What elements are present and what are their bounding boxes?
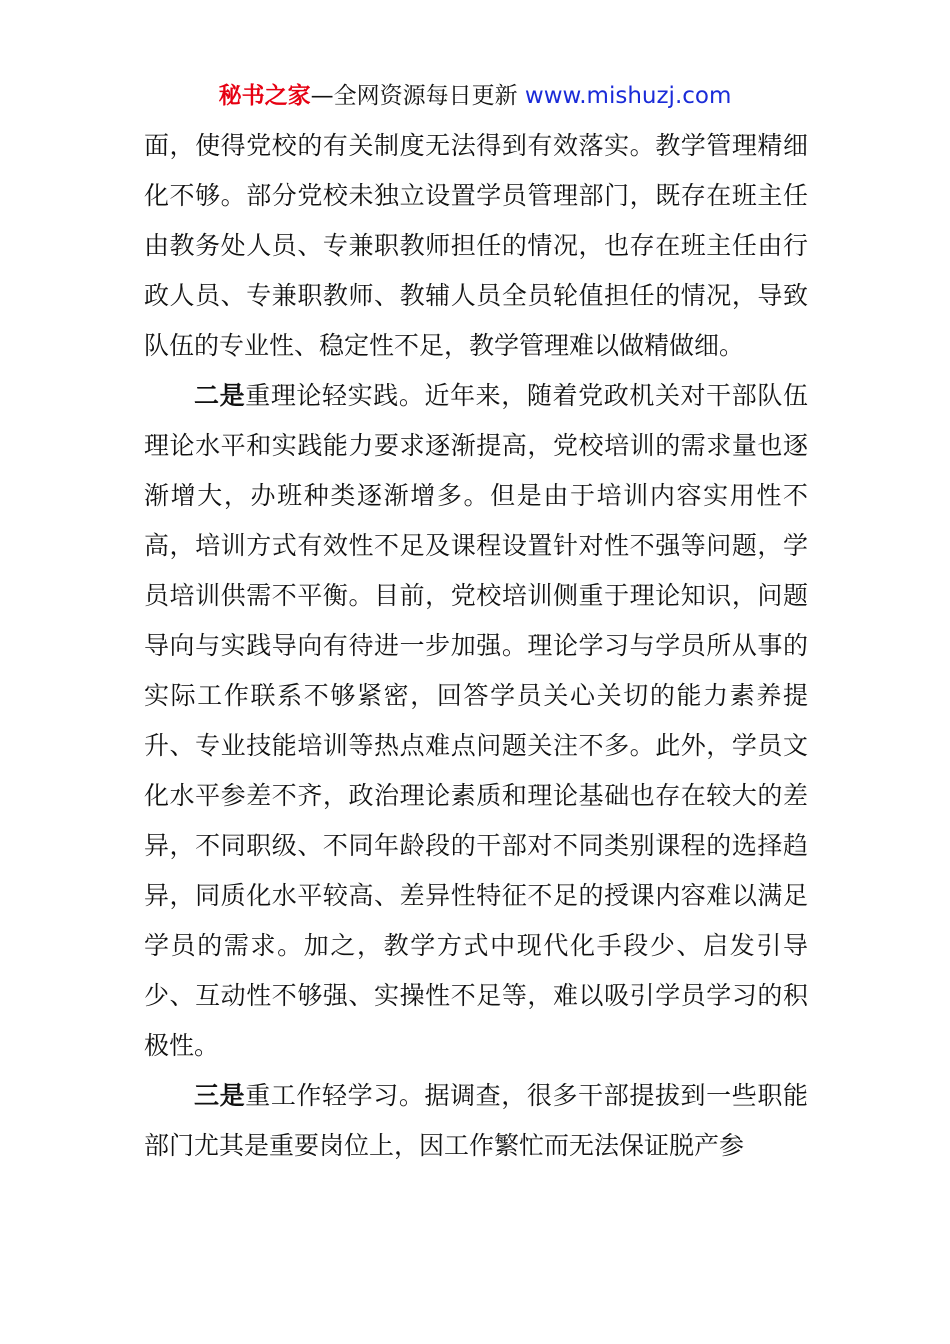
paragraph-text: 面，使得党校的有关制度无法得到有效落实。教学管理精细化不够。部分党校未独立设置学员管理部门，既存在班主任由教务处人员、专兼职教师担任的情况，也存在班主任由行政人员、专兼职教师、教辅人员全员轮值担任的情况，导致队伍的专业性、稳定性不足，教学管理难以做精做细。 (144, 131, 808, 360)
header-tagline: —全网资源每日更新 (310, 83, 518, 109)
paragraph-text: 重工作轻学习。据调查，很多干部提拔到一些职能部门尤其是重要岗位上，因工作繁忙而无法保证脱产参 (144, 1081, 808, 1160)
paragraph-point-two (144, 371, 808, 1071)
paragraph-point-three (144, 1071, 808, 1171)
paragraph-continued (144, 121, 808, 371)
brand-name: 秘书之家 (218, 83, 311, 109)
point-lead: 三是 (194, 1081, 246, 1110)
site-header (0, 80, 950, 112)
paragraph-text: 重理论轻实践。近年来，随着党政机关对干部队伍理论水平和实践能力要求逐渐提高，党校培训的需求量也逐渐增大，办班种类逐渐增多。但是由于培训内容实用性不高，培训方式有效性不足及课程设置针对性不强等问题，学员培训供需不平衡。目前，党校培训侧重于理论知识，问题导向与实践导向有待进一步加强。理论学习与学员所从事的实际工作联系不够紧密，回答学员关心关切的能力素养提升、专业技能培训等热点难点问题关注不多。此外，学员文化水平参差不齐，政治理论素质和理论基础也存在较大的差异，不同职级、不同年龄段的干部对不同类别课程的选择趋异，同质化水平较高、差异性特征不足的授课内容难以满足学员的需求。加之，教学方式中现代化手段少、启发引导少、互动性不够强、实操性不足等，难以吸引学员学习的积极性。 (144, 381, 808, 1060)
document-body (144, 121, 808, 1171)
point-lead: 二是 (194, 381, 246, 410)
site-url-link[interactable]: www.mishuzj.com (524, 83, 732, 109)
